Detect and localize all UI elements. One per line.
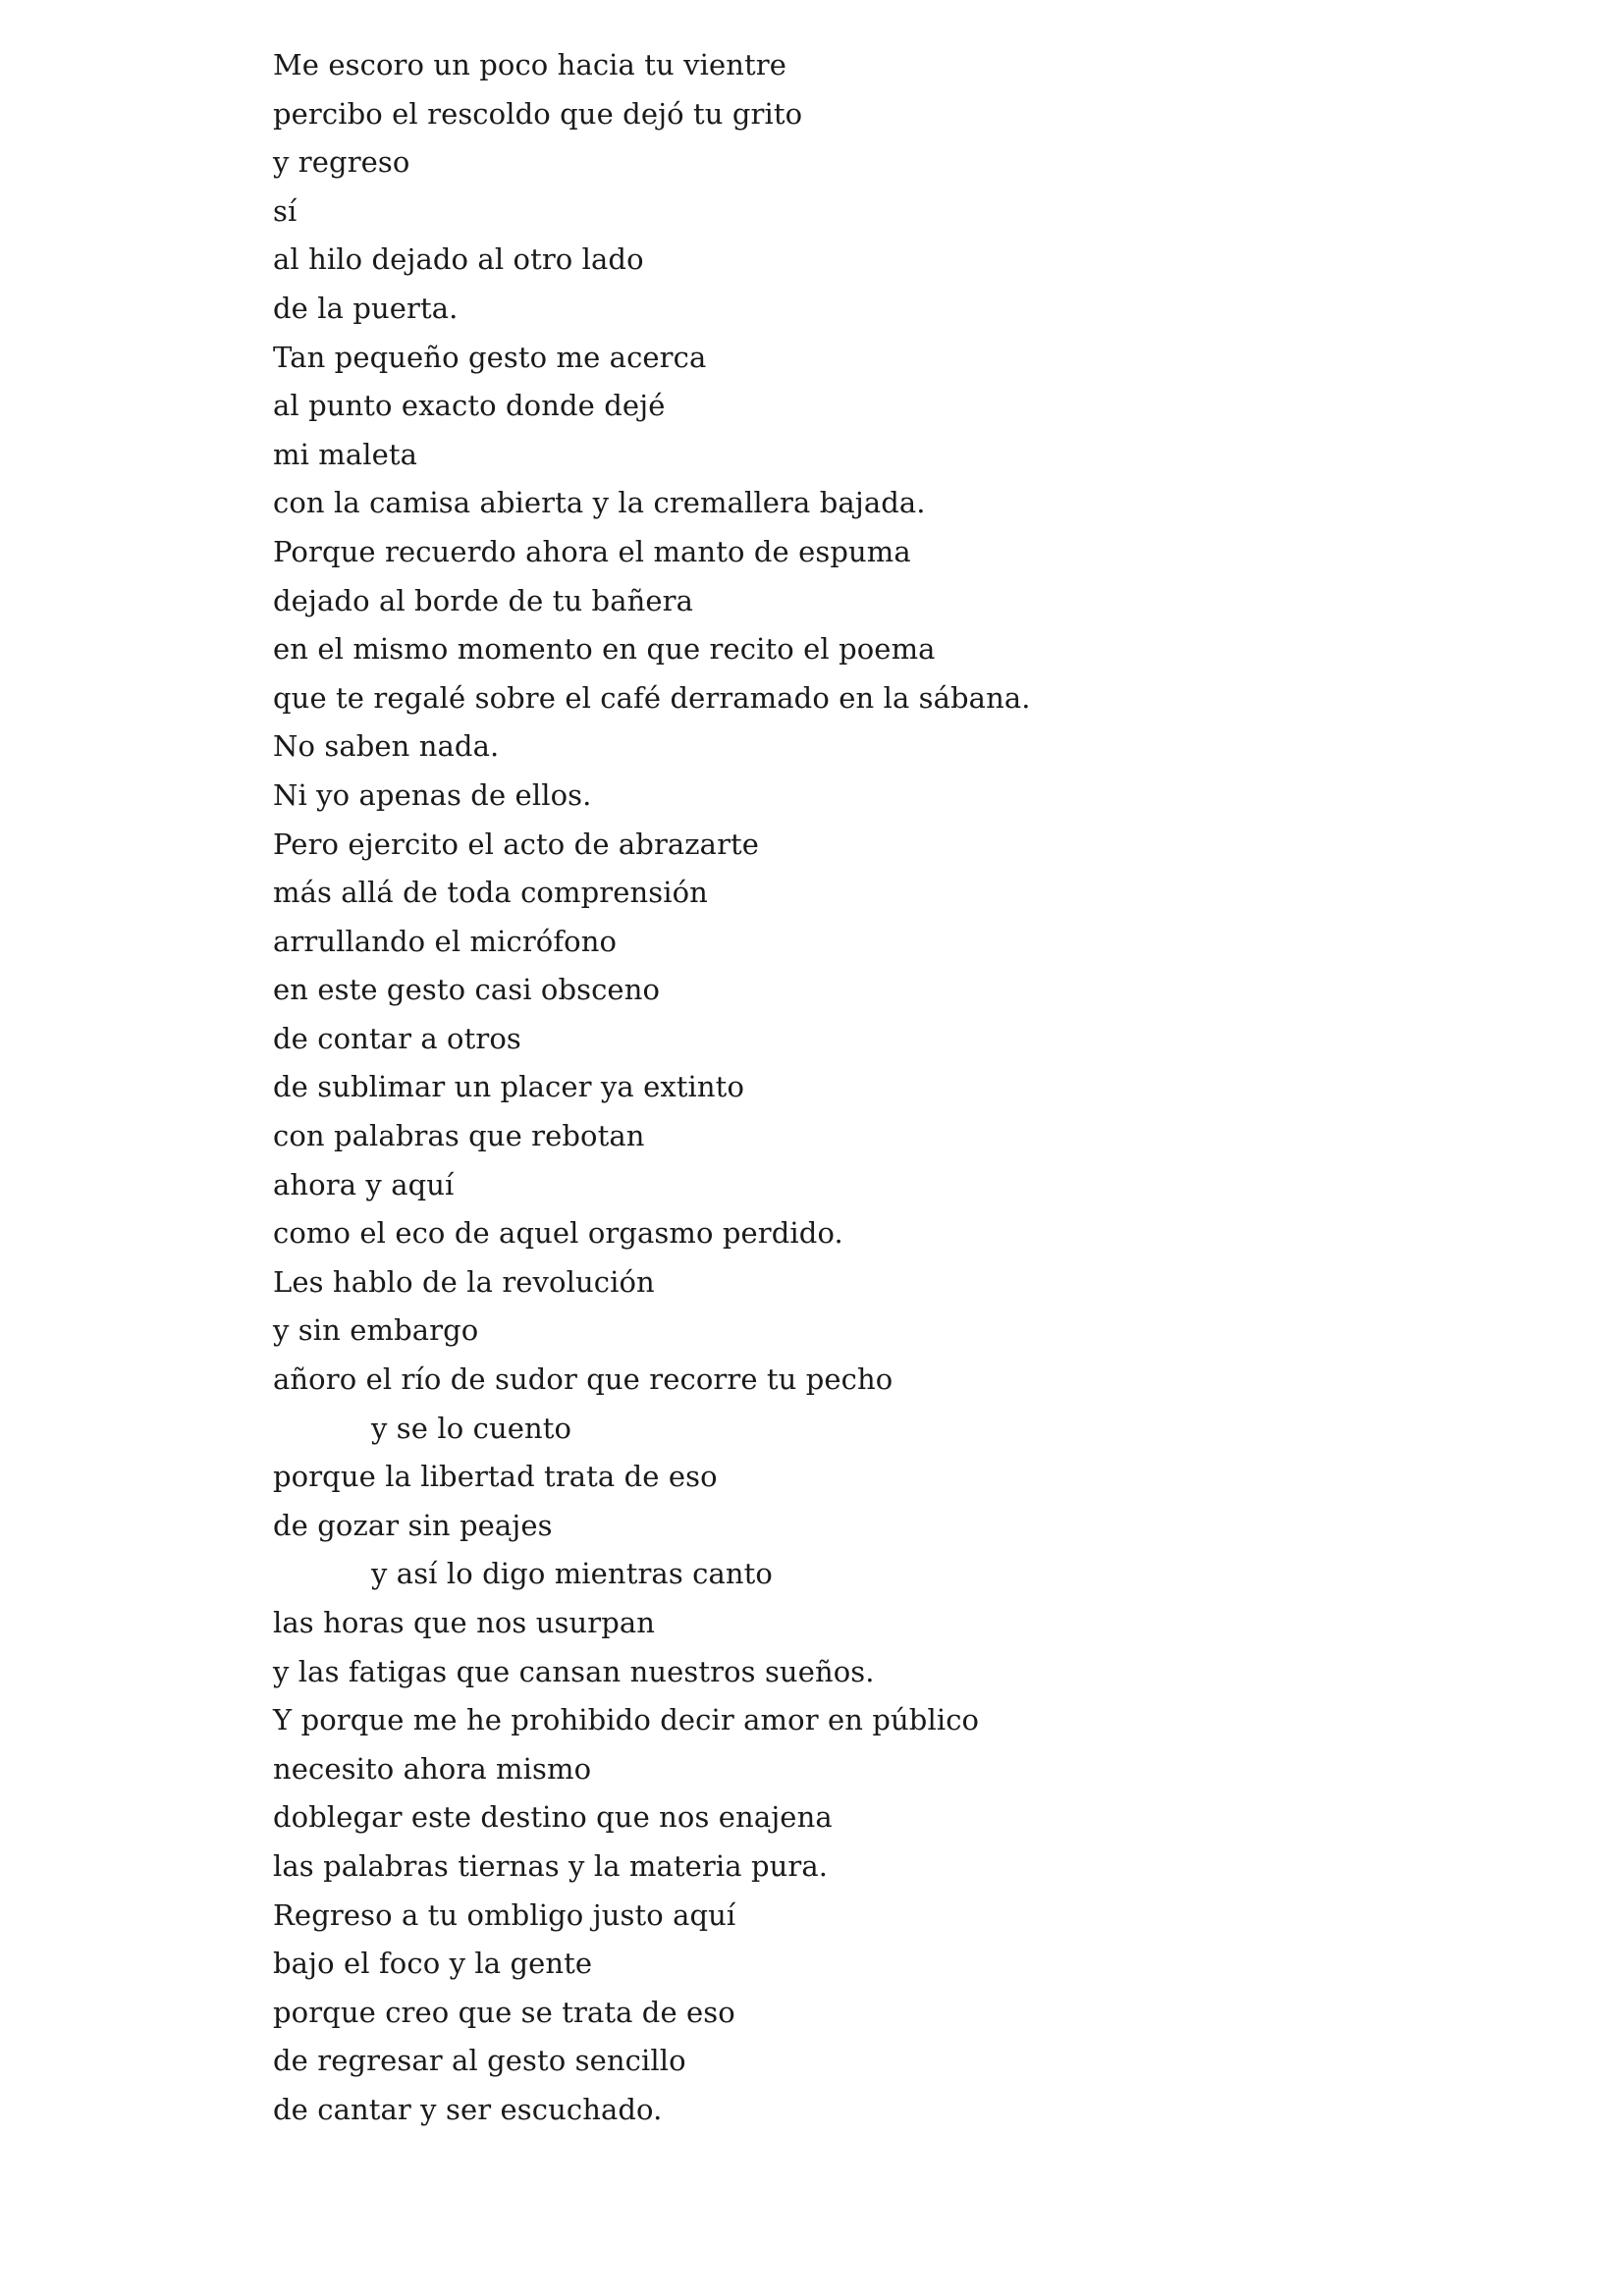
poem-line: con la camisa abierta y la cremallera bajada.	[273, 486, 926, 520]
poem-line: No saben nada.	[273, 729, 500, 764]
poem-line: Porque recuerdo ahora el manto de espuma	[273, 534, 911, 568]
poem-line: necesito ahora mismo	[273, 1751, 592, 1786]
poem-line: Y porque me he prohibido decir amor en público	[273, 1703, 980, 1737]
poem-line: añoro el río de sudor que recorre tu pecho	[273, 1362, 893, 1397]
poem-line: y así lo digo mientras canto	[371, 1557, 773, 1591]
poem-line: de contar a otros	[273, 1021, 521, 1055]
poem-line: las horas que nos usurpan	[273, 1606, 656, 1639]
poem-line: que te regalé sobre el café derramado en la sábana.	[273, 680, 1031, 715]
poem-line: de sublimar un placer ya extinto	[273, 1070, 745, 1104]
poem-line: Me escoro un poco hacia tu vientre	[273, 48, 786, 81]
poem-line: ahora y aquí	[273, 1167, 455, 1201]
poem-line: Pero ejercito el acto de abrazarte	[273, 827, 760, 861]
poem-line: arrullando el micrófono	[273, 924, 618, 958]
poem-line: de regresar al gesto sencillo	[273, 2044, 686, 2078]
poem-line: como el eco de aquel orgasmo perdido.	[273, 1216, 843, 1251]
poem-line: y sin embargo	[273, 1313, 479, 1348]
poem-line: de cantar y ser escuchado.	[273, 2092, 663, 2126]
poem-line: y regreso	[273, 145, 410, 180]
poem-line: al punto exacto donde dejé	[273, 389, 666, 423]
poem-line: Ni yo apenas de ellos.	[273, 777, 592, 812]
poem-line: porque creo que se trata de eso	[273, 1995, 735, 2029]
poem-line: de la puerta.	[273, 291, 459, 325]
poem-line: las palabras tiernas y la materia pura.	[273, 1848, 829, 1883]
poem-line: más allá de toda comprensión	[273, 876, 708, 910]
poem-line: en este gesto casi obsceno	[273, 973, 661, 1007]
poem-line: Les hablo de la revolución	[273, 1264, 655, 1299]
poem-line: en el mismo momento en que recito el poema	[273, 632, 936, 667]
poem-line: dejado al borde de tu bañera	[273, 583, 694, 617]
poem-line: porque la libertad trata de eso	[273, 1460, 718, 1494]
poem-line: doblegar este destino que nos enajena	[273, 1800, 833, 1835]
poem-line: y las fatigas que cansan nuestros sueños.	[273, 1654, 875, 1688]
poem-body	[273, 41, 1031, 2135]
poem-line: bajo el foco y la gente	[273, 1947, 593, 1981]
poem-line: Tan pequeño gesto me acerca	[273, 340, 707, 374]
poem-line: percibo el rescoldo que dejó tu grito	[273, 96, 803, 131]
poem-line: sí	[273, 193, 298, 228]
poem-line: con palabras que rebotan	[273, 1119, 645, 1153]
poem-line: Regreso a tu ombligo justo aquí	[273, 1897, 736, 1932]
poem-line: al hilo dejado al otro lado	[273, 242, 644, 277]
poem-line: de gozar sin peajes	[273, 1508, 553, 1542]
poem-line: mi maleta	[273, 437, 418, 471]
poem-line: y se lo cuento	[371, 1411, 572, 1445]
